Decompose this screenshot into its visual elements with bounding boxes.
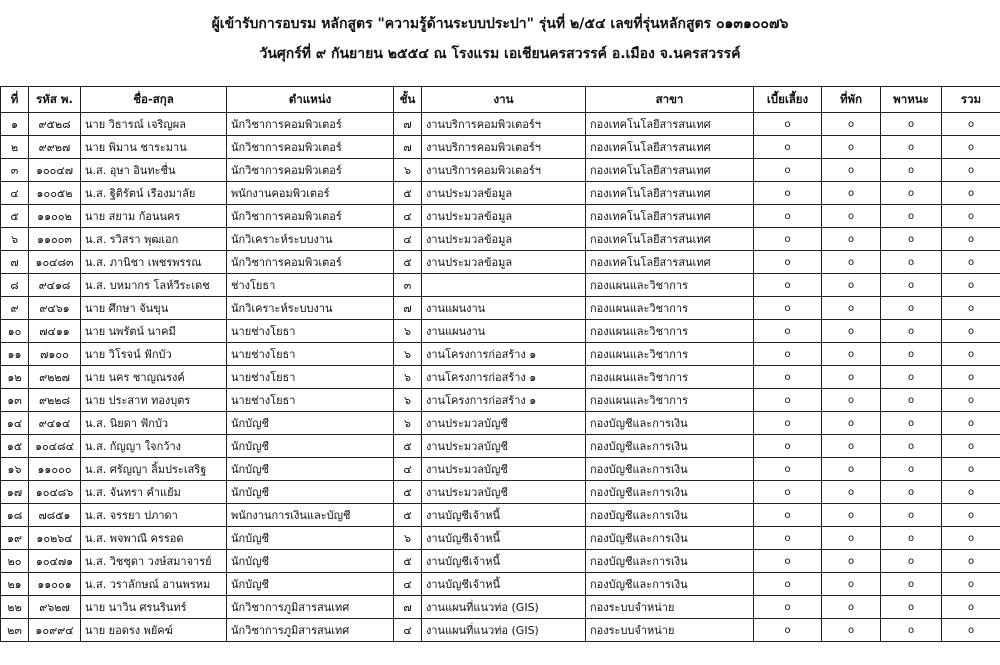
cell-name: นาย สยาม ก้อนนคร (81, 205, 227, 228)
cell-no: ๒๑ (1, 573, 29, 596)
cell-level: ๗ (394, 297, 422, 320)
cell-code: ๙๙๒๗ (29, 136, 81, 159)
cell-code: ๑๐๔๘๖ (29, 481, 81, 504)
cell-transport: o (881, 389, 942, 412)
cell-branch: กองระบบจำหน่าย (586, 596, 754, 619)
cell-allowance: o (754, 297, 822, 320)
cell-work: งานประมวลบัญชี (422, 435, 586, 458)
cell-total: o (942, 366, 1000, 389)
cell-code: ๑๐๙๙๔ (29, 619, 81, 642)
cell-transport: o (881, 205, 942, 228)
table-row (1, 504, 1000, 527)
table-row (1, 596, 1000, 619)
cell-transport: o (881, 458, 942, 481)
cell-name: น.ส. กัญญา ใจกว้าง (81, 435, 227, 458)
cell-lodging: o (822, 550, 881, 573)
cell-lodging: o (822, 205, 881, 228)
cell-total: o (942, 205, 1000, 228)
cell-name: นาย ประสาท ทองบุตร (81, 389, 227, 412)
cell-total: o (942, 619, 1000, 642)
cell-allowance: o (754, 458, 822, 481)
table-row (1, 228, 1000, 251)
cell-branch: กองเทคโนโลยีสารสนเทศ (586, 136, 754, 159)
cell-no: ๒๐ (1, 550, 29, 573)
cell-level: ๔ (394, 458, 422, 481)
cell-total: o (942, 251, 1000, 274)
cell-total: o (942, 527, 1000, 550)
cell-total: o (942, 412, 1000, 435)
cell-branch: กองเทคโนโลยีสารสนเทศ (586, 113, 754, 136)
cell-name: น.ส. จรรยา ปภาดา (81, 504, 227, 527)
cell-level: ๕ (394, 504, 422, 527)
cell-position: นักบัญชี (227, 573, 394, 596)
cell-work: งานโครงการก่อสร้าง ๑ (422, 389, 586, 412)
cell-allowance: o (754, 412, 822, 435)
cell-position: นักบัญชี (227, 527, 394, 550)
cell-name: นาย ยอดรง พยัคฆ์ (81, 619, 227, 642)
cell-allowance: o (754, 366, 822, 389)
cell-lodging: o (822, 504, 881, 527)
header-work: งาน (422, 87, 586, 113)
cell-branch: กองบัญชีและการเงิน (586, 550, 754, 573)
cell-allowance: o (754, 159, 822, 182)
cell-code: ๙๔๑๘ (29, 274, 81, 297)
cell-work: งานบัญชีเจ้าหนี้ (422, 504, 586, 527)
cell-total: o (942, 182, 1000, 205)
header-total: รวม (942, 87, 1000, 113)
cell-no: ๒๓ (1, 619, 29, 642)
cell-work (422, 274, 586, 297)
document-subtitle: วันศุกร์ที่ ๙ กันยายน ๒๕๕๔ ณ โรงแรม เอเชียนครสวรรค์ อ.เมือง จ.นครสวรรค์ (259, 46, 741, 62)
cell-branch: กองเทคโนโลยีสารสนเทศ (586, 251, 754, 274)
cell-name: นาย ศึกษา จันขุน (81, 297, 227, 320)
cell-work: งานแผนที่แนวท่อ (GIS) (422, 619, 586, 642)
cell-total: o (942, 320, 1000, 343)
cell-work: งานประมวลบัญชี (422, 481, 586, 504)
cell-level: ๔ (394, 205, 422, 228)
cell-work: งานบริการคอมพิวเตอร์ฯ (422, 113, 586, 136)
cell-total: o (942, 435, 1000, 458)
table-row (1, 343, 1000, 366)
cell-total: o (942, 343, 1000, 366)
header-lodging: ที่พัก (822, 87, 881, 113)
cell-work: งานบัญชีเจ้าหนี้ (422, 527, 586, 550)
cell-work: งานบริการคอมพิวเตอร์ฯ (422, 159, 586, 182)
cell-level: ๗ (394, 596, 422, 619)
cell-work: งานโครงการก่อสร้าง ๑ (422, 366, 586, 389)
cell-code: ๙๒๒๗ (29, 366, 81, 389)
table-row (1, 481, 1000, 504)
table-row (1, 182, 1000, 205)
cell-transport: o (881, 550, 942, 573)
cell-branch: กองเทคโนโลยีสารสนเทศ (586, 205, 754, 228)
cell-position: นักวิเคราะห์ระบบงาน (227, 228, 394, 251)
cell-branch: กองบัญชีและการเงิน (586, 527, 754, 550)
table-row (1, 297, 1000, 320)
cell-name: น.ส. บหมากร โลห์วีระเดช (81, 274, 227, 297)
cell-level: ๖ (394, 412, 422, 435)
cell-code: ๙๖๒๗ (29, 596, 81, 619)
cell-name: น.ส. วิชชุดา วงษ์สมาจารย์ (81, 550, 227, 573)
header-no: ที่ (1, 87, 29, 113)
cell-no: ๑๒ (1, 366, 29, 389)
table-row (1, 389, 1000, 412)
cell-transport: o (881, 228, 942, 251)
cell-total: o (942, 504, 1000, 527)
table-row (1, 205, 1000, 228)
cell-lodging: o (822, 458, 881, 481)
table-row (1, 320, 1000, 343)
cell-lodging: o (822, 527, 881, 550)
cell-code: ๑๐๒๖๔ (29, 527, 81, 550)
cell-no: ๓ (1, 159, 29, 182)
cell-position: นักวิชาการคอมพิวเตอร์ (227, 136, 394, 159)
cell-allowance: o (754, 573, 822, 596)
cell-total: o (942, 550, 1000, 573)
cell-code: ๗๑๐๐ (29, 343, 81, 366)
cell-position: นายช่างโยธา (227, 343, 394, 366)
cell-allowance: o (754, 389, 822, 412)
table-row (1, 573, 1000, 596)
cell-allowance: o (754, 113, 822, 136)
header-transport: พาหนะ (881, 87, 942, 113)
cell-position: นักบัญชี (227, 550, 394, 573)
cell-code: ๑๐๐๕๒ (29, 182, 81, 205)
table-row (1, 274, 1000, 297)
cell-allowance: o (754, 481, 822, 504)
cell-lodging: o (822, 297, 881, 320)
cell-code: ๗๔๑๑ (29, 320, 81, 343)
cell-total: o (942, 113, 1000, 136)
table-row (1, 458, 1000, 481)
cell-total: o (942, 297, 1000, 320)
cell-position: นักบัญชี (227, 435, 394, 458)
cell-transport: o (881, 596, 942, 619)
cell-level: ๕ (394, 251, 422, 274)
cell-work: งานประมวลข้อมูล (422, 182, 586, 205)
cell-total: o (942, 596, 1000, 619)
cell-allowance: o (754, 136, 822, 159)
cell-transport: o (881, 619, 942, 642)
cell-code: ๑๑๐๐๐ (29, 458, 81, 481)
cell-lodging: o (822, 251, 881, 274)
cell-lodging: o (822, 159, 881, 182)
cell-no: ๑๕ (1, 435, 29, 458)
cell-position: นักวิชาการภูมิสารสนเทศ (227, 596, 394, 619)
cell-no: ๑๔ (1, 412, 29, 435)
cell-level: ๖ (394, 343, 422, 366)
cell-position: นักวิชาการคอมพิวเตอร์ (227, 205, 394, 228)
cell-total: o (942, 159, 1000, 182)
cell-position: นักวิชาการคอมพิวเตอร์ (227, 159, 394, 182)
cell-no: ๗ (1, 251, 29, 274)
cell-work: งานประมวลบัญชี (422, 412, 586, 435)
table-row (1, 159, 1000, 182)
table-row (1, 136, 1000, 159)
table-row (1, 251, 1000, 274)
cell-lodging: o (822, 619, 881, 642)
cell-code: ๑๐๔๘๔ (29, 435, 81, 458)
cell-branch: กองบัญชีและการเงิน (586, 573, 754, 596)
cell-work: งานแผนงาน (422, 297, 586, 320)
cell-no: ๒๒ (1, 596, 29, 619)
cell-name: น.ส. อุษา อินทะชื่น (81, 159, 227, 182)
cell-lodging: o (822, 481, 881, 504)
cell-position: นักบัญชี (227, 481, 394, 504)
table-row (1, 619, 1000, 642)
attendee-table (0, 86, 1000, 642)
cell-allowance: o (754, 596, 822, 619)
cell-no: ๙ (1, 297, 29, 320)
cell-work: งานแผนที่แนวท่อ (GIS) (422, 596, 586, 619)
cell-transport: o (881, 274, 942, 297)
cell-lodging: o (822, 136, 881, 159)
cell-name: น.ส. พจพาณี ครรอด (81, 527, 227, 550)
cell-name: น.ส. ภานิชา เพชรพรรณ (81, 251, 227, 274)
cell-position: นักวิชาการภูมิสารสนเทศ (227, 619, 394, 642)
header-branch: สาขา (586, 87, 754, 113)
header-position: ตำแหน่ง (227, 87, 394, 113)
cell-position: ช่างโยธา (227, 274, 394, 297)
cell-total: o (942, 274, 1000, 297)
cell-transport: o (881, 159, 942, 182)
cell-allowance: o (754, 205, 822, 228)
cell-work: งานประมวลข้อมูล (422, 205, 586, 228)
cell-no: ๑๘ (1, 504, 29, 527)
cell-total: o (942, 136, 1000, 159)
cell-lodging: o (822, 343, 881, 366)
cell-name: นาย วิธารณ์ เจริญผล (81, 113, 227, 136)
cell-position: นายช่างโยธา (227, 389, 394, 412)
cell-branch: กองแผนและวิชาการ (586, 343, 754, 366)
header-allowance: เบี้ยเลี้ยง (754, 87, 822, 113)
cell-no: ๑ (1, 113, 29, 136)
cell-no: ๑๐ (1, 320, 29, 343)
cell-name: น.ส. นิยดา ฟักบัว (81, 412, 227, 435)
cell-allowance: o (754, 274, 822, 297)
cell-position: นักบัญชี (227, 458, 394, 481)
cell-lodging: o (822, 366, 881, 389)
cell-code: ๑๐๔๗๑ (29, 550, 81, 573)
cell-lodging: o (822, 412, 881, 435)
cell-position: นักวิชาการคอมพิวเตอร์ (227, 251, 394, 274)
cell-lodging: o (822, 573, 881, 596)
cell-allowance: o (754, 435, 822, 458)
cell-allowance: o (754, 527, 822, 550)
cell-code: ๑๐๐๔๗ (29, 159, 81, 182)
cell-branch: กองระบบจำหน่าย (586, 619, 754, 642)
cell-branch: กองบัญชีและการเงิน (586, 412, 754, 435)
cell-position: พนักงานคอมพิวเตอร์ (227, 182, 394, 205)
header-level: ชั้น (394, 87, 422, 113)
cell-no: ๔ (1, 182, 29, 205)
cell-work: งานประมวลข้อมูล (422, 228, 586, 251)
cell-branch: กองบัญชีและการเงิน (586, 481, 754, 504)
cell-level: ๕ (394, 550, 422, 573)
cell-position: นายช่างโยธา (227, 366, 394, 389)
cell-branch: กองบัญชีและการเงิน (586, 504, 754, 527)
cell-transport: o (881, 251, 942, 274)
cell-branch: กองแผนและวิชาการ (586, 366, 754, 389)
cell-allowance: o (754, 182, 822, 205)
cell-allowance: o (754, 343, 822, 366)
cell-level: ๖ (394, 527, 422, 550)
cell-no: ๘ (1, 274, 29, 297)
table-row (1, 366, 1000, 389)
table-header-row (1, 87, 1000, 113)
cell-no: ๑๑ (1, 343, 29, 366)
cell-code: ๑๑๐๐๓ (29, 228, 81, 251)
header-name: ชื่อ-สกุล (81, 87, 227, 113)
cell-code: ๙๔๑๔ (29, 412, 81, 435)
table-row (1, 550, 1000, 573)
cell-lodging: o (822, 274, 881, 297)
cell-code: ๑๑๐๐๒ (29, 205, 81, 228)
cell-code: ๗๘๕๑ (29, 504, 81, 527)
cell-allowance: o (754, 550, 822, 573)
cell-position: นักบัญชี (227, 412, 394, 435)
cell-transport: o (881, 113, 942, 136)
cell-name: นาย นคร ชาญณรงค์ (81, 366, 227, 389)
cell-no: ๑๗ (1, 481, 29, 504)
table-row (1, 412, 1000, 435)
cell-level: ๖ (394, 366, 422, 389)
cell-no: ๒ (1, 136, 29, 159)
cell-total: o (942, 458, 1000, 481)
cell-position: นักวิเคราะห์ระบบงาน (227, 297, 394, 320)
cell-work: งานประมวลบัญชี (422, 458, 586, 481)
cell-branch: กองแผนและวิชาการ (586, 320, 754, 343)
cell-branch: กองบัญชีและการเงิน (586, 458, 754, 481)
cell-total: o (942, 389, 1000, 412)
cell-transport: o (881, 136, 942, 159)
cell-work: งานแผนงาน (422, 320, 586, 343)
cell-allowance: o (754, 228, 822, 251)
cell-transport: o (881, 435, 942, 458)
cell-work: งานบัญชีเจ้าหนี้ (422, 573, 586, 596)
cell-transport: o (881, 343, 942, 366)
cell-lodging: o (822, 182, 881, 205)
cell-level: ๕ (394, 435, 422, 458)
cell-code: ๙๔๖๑ (29, 297, 81, 320)
cell-no: ๑๖ (1, 458, 29, 481)
cell-name: น.ส. ศรัญญา ลิ้มประเสริฐ (81, 458, 227, 481)
cell-allowance: o (754, 619, 822, 642)
cell-lodging: o (822, 228, 881, 251)
cell-level: ๗ (394, 136, 422, 159)
cell-name: น.ส. จันทรา คำแย้ม (81, 481, 227, 504)
cell-name: น.ส. วราลักษณ์ อานพรหม (81, 573, 227, 596)
cell-total: o (942, 573, 1000, 596)
cell-allowance: o (754, 504, 822, 527)
cell-total: o (942, 481, 1000, 504)
table-row (1, 527, 1000, 550)
cell-transport: o (881, 527, 942, 550)
cell-transport: o (881, 412, 942, 435)
table-row (1, 435, 1000, 458)
cell-work: งานบริการคอมพิวเตอร์ฯ (422, 136, 586, 159)
cell-name: น.ส. รวิสรา พุฒเอก (81, 228, 227, 251)
cell-name: นาย นาวิน ศรนรินทร์ (81, 596, 227, 619)
cell-work: งานประมวลข้อมูล (422, 251, 586, 274)
cell-level: ๔ (394, 573, 422, 596)
cell-name: นาย วิโรจน์ ฟักบัว (81, 343, 227, 366)
header-code: รหัส พ. (29, 87, 81, 113)
document-title: ผู้เข้ารับการอบรม หลักสูตร "ความรู้ด้านระบบประปา" รุ่นที่ ๒/๕๔ เลขที่รุ่นหลักสูตร ๐๑๓๑๐๐๗๖ (211, 16, 789, 32)
cell-no: ๕ (1, 205, 29, 228)
cell-lodging: o (822, 389, 881, 412)
cell-transport: o (881, 320, 942, 343)
cell-branch: กองแผนและวิชาการ (586, 389, 754, 412)
table-row (1, 113, 1000, 136)
cell-position: นายช่างโยธา (227, 320, 394, 343)
cell-code: ๑๐๔๘๓ (29, 251, 81, 274)
cell-branch: กองบัญชีและการเงิน (586, 435, 754, 458)
cell-position: พนักงานการเงินและบัญชี (227, 504, 394, 527)
cell-level: ๓ (394, 274, 422, 297)
cell-lodging: o (822, 320, 881, 343)
cell-branch: กองเทคโนโลยีสารสนเทศ (586, 228, 754, 251)
cell-branch: กองเทคโนโลยีสารสนเทศ (586, 182, 754, 205)
cell-name: นาย นพรัตน์ นาคมี (81, 320, 227, 343)
cell-lodging: o (822, 113, 881, 136)
cell-code: ๙๕๒๘ (29, 113, 81, 136)
cell-transport: o (881, 504, 942, 527)
cell-level: ๕ (394, 481, 422, 504)
cell-no: ๑๓ (1, 389, 29, 412)
cell-code: ๙๒๒๘ (29, 389, 81, 412)
cell-allowance: o (754, 320, 822, 343)
cell-transport: o (881, 297, 942, 320)
cell-transport: o (881, 573, 942, 596)
cell-level: ๖ (394, 159, 422, 182)
cell-no: ๑๙ (1, 527, 29, 550)
cell-transport: o (881, 366, 942, 389)
cell-lodging: o (822, 596, 881, 619)
cell-level: ๖ (394, 389, 422, 412)
cell-transport: o (881, 182, 942, 205)
cell-branch: กองเทคโนโลยีสารสนเทศ (586, 159, 754, 182)
cell-work: งานโครงการก่อสร้าง ๑ (422, 343, 586, 366)
cell-level: ๕ (394, 182, 422, 205)
cell-no: ๖ (1, 228, 29, 251)
cell-branch: กองแผนและวิชาการ (586, 274, 754, 297)
cell-total: o (942, 228, 1000, 251)
cell-level: ๔ (394, 619, 422, 642)
cell-allowance: o (754, 251, 822, 274)
cell-name: นาย พิมาน ชาระมาน (81, 136, 227, 159)
cell-code: ๑๑๐๐๑ (29, 573, 81, 596)
cell-level: ๔ (394, 228, 422, 251)
cell-level: ๗ (394, 113, 422, 136)
cell-name: น.ส. ฐิติรัตน์ เรืองมาลัย (81, 182, 227, 205)
cell-lodging: o (822, 435, 881, 458)
cell-work: งานบัญชีเจ้าหนี้ (422, 550, 586, 573)
cell-transport: o (881, 481, 942, 504)
cell-branch: กองแผนและวิชาการ (586, 297, 754, 320)
cell-position: นักวิชาการคอมพิวเตอร์ (227, 113, 394, 136)
cell-level: ๖ (394, 320, 422, 343)
